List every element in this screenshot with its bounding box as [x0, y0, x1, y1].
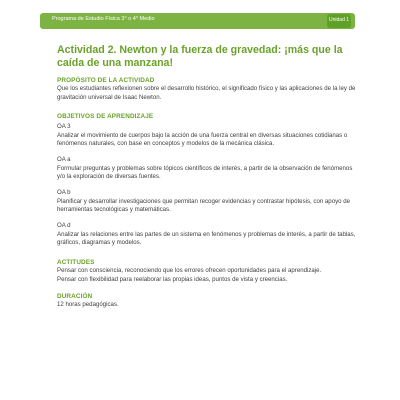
objective-item [57, 189, 357, 215]
duration-heading: DURACIÓN [57, 293, 93, 300]
unit-label: Unidad 1 [329, 17, 350, 23]
objectives-heading: OBJETIVOS DE APRENDIZAJE [57, 113, 154, 120]
activity-content [57, 44, 357, 308]
attitudes-section [57, 259, 357, 284]
page-header [0, 0, 400, 42]
duration-section [57, 293, 357, 310]
program-name: Programa de Estudio Física 3° o 4° Medio [52, 16, 155, 22]
duration-text: 12 horas pedagógicas. [57, 301, 119, 308]
objective-code: OA d [57, 222, 71, 229]
objective-code: OA b [57, 189, 71, 196]
purpose-text: Que los estudiantes reflexionen sobre el desarrollo histórico, el significado físico y las aplicaciones de la ley de gravitación universal de Isaac Newton. [57, 85, 356, 101]
purpose-section [57, 77, 357, 102]
objective-text: Analizar el movimiento de cuerpos bajo la acción de una fuerza central en diversas situaciones cotidianas o fenómenos naturales, con base en conceptos y modelos de la mecánica clásica. [57, 131, 348, 147]
attitudes-heading: ACTITUDES [57, 259, 95, 266]
attitude-line: Pensar con consciencia, reconociendo que los errores ofrecen oportunidades para el aprendizaje. [57, 267, 322, 274]
objective-item [57, 123, 357, 149]
objective-code: OA 3 [57, 123, 71, 130]
objective-item [57, 222, 357, 248]
objective-item [57, 156, 357, 182]
purpose-heading: PROPÓSITO DE LA ACTIVIDAD [57, 77, 155, 84]
attitude-line: Pensar con flexibilidad para reelaborar las propias ideas, puntos de vista y creencias. [57, 275, 288, 283]
objectives-section [57, 113, 357, 120]
activity-title: Actividad 2. Newton y la fuerza de gravedad: ¡más que la caída de una manzana! [57, 44, 343, 69]
objective-text: Formular preguntas y problemas sobre tópicos científicos de interés, a partir de la observación de fenómenos y/o la exploración de diversas fuentes. [57, 164, 353, 180]
objective-code: OA a [57, 156, 71, 163]
objective-text: Planificar y desarrollar investigaciones que permitan recoger evidencias y contrastar hipótesis, con apoyo de herramientas tecnológicas y matemáticas. [57, 197, 350, 213]
objective-text: Analizar las relaciones entre las partes de un sistema en fenómenos y problemas de interés, a partir de tablas, gráficos, diagramas y modelos. [57, 230, 356, 246]
